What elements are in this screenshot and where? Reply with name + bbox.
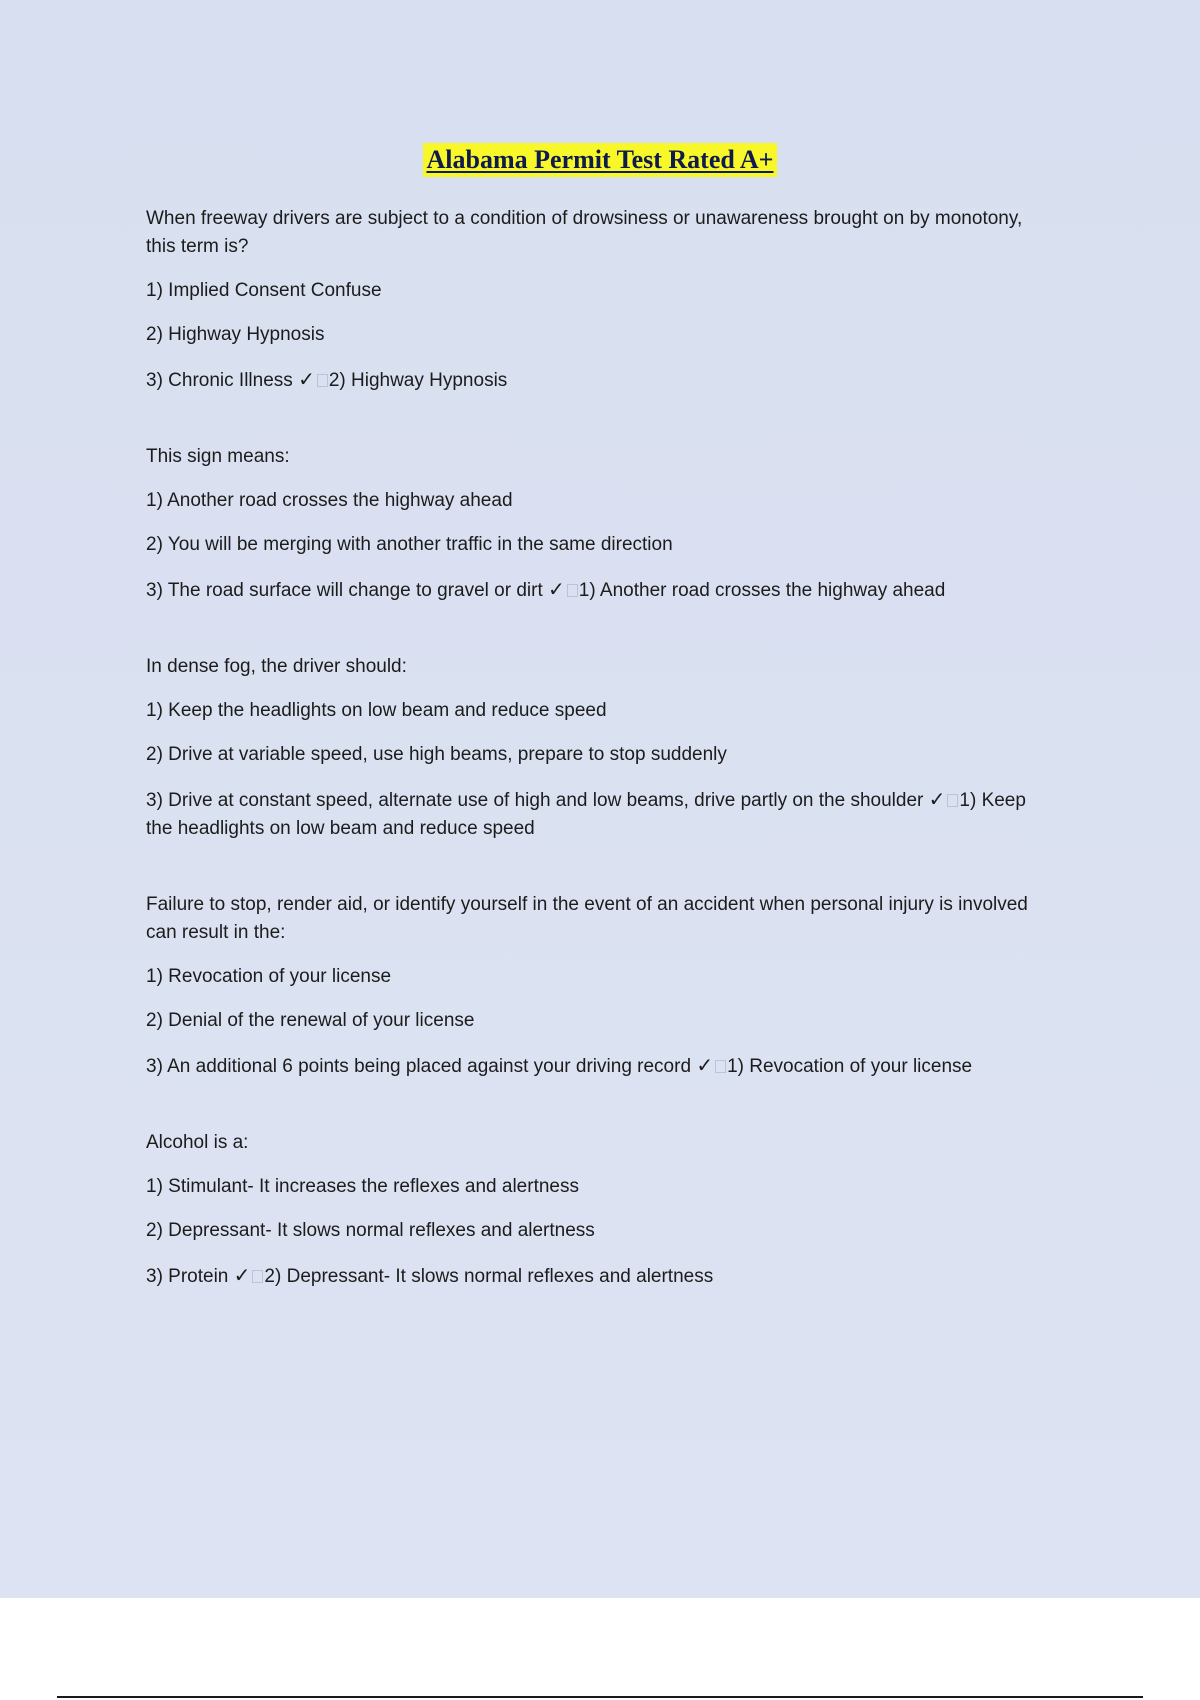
- correct-answer: 1) Revocation of your license: [727, 1056, 973, 1077]
- option-text: 3) Chronic Illness: [146, 370, 293, 391]
- answer-option-with-key: [146, 575, 1046, 605]
- check-mark-icon: ✓: [548, 577, 565, 601]
- question-list: [146, 205, 1046, 1339]
- checkbox-glyph-icon: [947, 794, 958, 807]
- checkbox-glyph-icon: [715, 1060, 726, 1073]
- answer-option: 2) Denial of the renewal of your license: [146, 1010, 475, 1031]
- answer-option: 1) Revocation of your license: [146, 966, 392, 987]
- option-text: 3) Drive at constant speed, alternate use of high and low beams, drive partly on the shoulder: [146, 790, 924, 811]
- answer-option-with-key: [146, 785, 1046, 843]
- answer-option: 2) You will be merging with another traffic in the same direction: [146, 534, 673, 555]
- question-prompt: This sign means:: [146, 446, 290, 467]
- answer-option-with-key: [146, 365, 1046, 395]
- question-prompt: When freeway drivers are subject to a condition of drowsiness or unawareness brought on by monotony, this term is?: [146, 208, 1023, 257]
- answer-option-with-key: [146, 1261, 1046, 1291]
- question-block: [146, 653, 1046, 843]
- title-container: [0, 143, 1200, 177]
- question-prompt: In dense fog, the driver should:: [146, 656, 407, 677]
- question-block: [146, 205, 1046, 395]
- document-title: Alabama Permit Test Rated A+: [423, 143, 776, 177]
- answer-option: 1) Implied Consent Confuse: [146, 280, 382, 301]
- answer-option: 1) Keep the headlights on low beam and reduce speed: [146, 700, 607, 721]
- checkbox-glyph-icon: [317, 374, 328, 387]
- option-text: 3) Protein: [146, 1266, 229, 1287]
- question-block: [146, 443, 1046, 605]
- page-divider: [57, 1696, 1143, 1698]
- question-block: [146, 1129, 1046, 1291]
- check-mark-icon: ✓: [298, 367, 315, 391]
- answer-option: 1) Stimulant- It increases the reflexes and alertness: [146, 1176, 579, 1197]
- checkbox-glyph-icon: [567, 584, 578, 597]
- answer-option: 1) Another road crosses the highway ahead: [146, 490, 513, 511]
- correct-answer: 1) Keep the headlights on low beam and reduce speed: [146, 790, 1026, 839]
- question-block: [146, 891, 1046, 1081]
- check-mark-icon: ✓: [233, 1263, 251, 1287]
- correct-answer: 1) Another road crosses the highway ahead: [578, 580, 946, 601]
- check-mark-icon: ✓: [696, 1053, 714, 1077]
- option-text: 3) An additional 6 points being placed against your driving record: [146, 1056, 692, 1077]
- answer-option: 2) Drive at variable speed, use high beams, prepare to stop suddenly: [146, 744, 727, 765]
- answer-option-with-key: [146, 1051, 1046, 1081]
- check-mark-icon: ✓: [928, 787, 946, 811]
- answer-option: 2) Depressant- It slows normal reflexes and alertness: [146, 1220, 595, 1241]
- correct-answer: 2) Highway Hypnosis: [328, 370, 508, 391]
- correct-answer: 2) Depressant- It slows normal reflexes and alertness: [264, 1266, 714, 1287]
- checkbox-glyph-icon: [252, 1270, 263, 1283]
- option-text: 3) The road surface will change to gravel or dirt: [146, 580, 543, 601]
- question-prompt: Alcohol is a:: [146, 1132, 249, 1153]
- question-prompt: Failure to stop, render aid, or identify yourself in the event of an accident when personal injury is involved can result in the:: [146, 894, 1028, 943]
- answer-option: 2) Highway Hypnosis: [146, 324, 325, 345]
